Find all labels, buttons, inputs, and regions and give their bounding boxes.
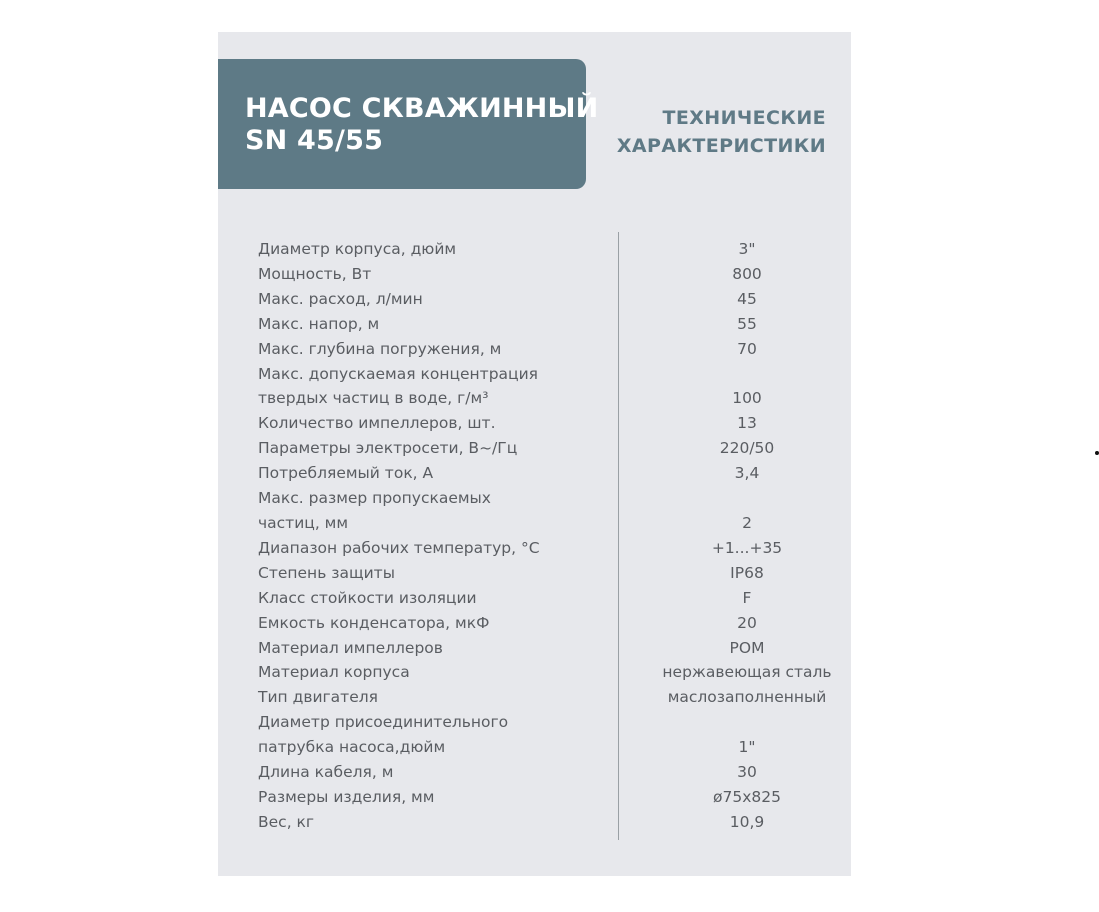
spec-label	[218, 287, 608, 312]
spec-row	[218, 486, 851, 536]
spec-label	[218, 611, 608, 636]
spec-value: 13	[737, 414, 757, 433]
spec-label-line: Параметры электросети, В~/Гц	[258, 439, 518, 458]
spec-row	[218, 262, 851, 287]
spec-row	[218, 411, 851, 436]
spec-label	[218, 436, 608, 461]
spec-label-line: патрубка насоса,дюйм	[258, 738, 446, 757]
spec-value: 220/50	[719, 439, 775, 458]
spec-label-line: Размеры изделия, мм	[258, 787, 435, 806]
spec-row	[218, 561, 851, 586]
spec-label	[218, 337, 608, 362]
spec-heading	[616, 104, 826, 160]
spec-row	[218, 685, 851, 710]
spec-label-line: Класс стойкости изоляции	[258, 588, 477, 607]
spec-label-line: Длина кабеля, м	[258, 763, 394, 782]
spec-label-line: Количество импеллеров, шт.	[258, 414, 496, 433]
spec-row	[218, 636, 851, 661]
spec-row	[218, 337, 851, 362]
spec-label-line: Материал импеллеров	[258, 638, 443, 657]
spec-heading-line-2: ХАРАКТЕРИСТИКИ	[616, 135, 826, 157]
spec-value: 30	[737, 763, 757, 782]
spec-value: 20	[737, 613, 757, 632]
spec-label-line: Мощность, Вт	[258, 264, 372, 283]
spec-value: +1...+35	[711, 538, 783, 557]
spec-label-line: твердых частиц в воде, г/м³	[258, 389, 489, 408]
spec-value: 10,9	[729, 812, 765, 831]
spec-label	[218, 461, 608, 486]
spec-label	[218, 536, 608, 561]
spec-label-line: Диапазон рабочих температур, °C	[258, 538, 540, 557]
spec-label	[218, 785, 608, 810]
spec-label-line: Степень защиты	[258, 563, 395, 582]
spec-value: 3"	[738, 240, 756, 258]
spec-label	[218, 636, 608, 661]
spec-value: IP68	[730, 563, 764, 582]
spec-row	[218, 810, 851, 835]
spec-row	[218, 287, 851, 312]
spec-label	[218, 237, 608, 262]
spec-label-line: Потребляемый ток, А	[258, 464, 434, 483]
spec-label-line: Материал корпуса	[258, 663, 410, 682]
spec-label-line: Макс. глубина погружения, м	[258, 339, 502, 358]
spec-value: 1"	[738, 738, 756, 757]
spec-value: 45	[737, 289, 757, 308]
spec-row	[218, 760, 851, 785]
spec-value: 2	[742, 513, 752, 532]
product-title-line-1: НАСОС СКВАЖИННЫЙ	[245, 93, 599, 124]
spec-label	[218, 262, 608, 287]
spec-label-line: Диаметр корпуса, дюйм	[258, 240, 457, 258]
spec-label	[218, 312, 608, 337]
spec-label	[218, 486, 608, 536]
spec-label-line: Макс. напор, м	[258, 314, 380, 333]
spec-row	[218, 586, 851, 611]
product-title-line-2: SN 45/55	[245, 125, 384, 156]
spec-row	[218, 710, 851, 760]
spec-label	[218, 760, 608, 785]
spec-value: 70	[737, 339, 757, 358]
spec-label	[218, 660, 608, 685]
spec-label-line: частиц, мм	[258, 513, 349, 532]
spec-label	[218, 362, 608, 412]
spec-value: 800	[732, 264, 762, 283]
spec-row	[218, 660, 851, 685]
spec-label-line: Диаметр присоединительного	[258, 713, 509, 732]
product-title-block	[218, 59, 599, 189]
spec-row	[218, 436, 851, 461]
spec-label-line: Макс. размер пропускаемых	[258, 489, 491, 508]
spec-row	[218, 461, 851, 486]
spec-value: POM	[729, 638, 765, 657]
spec-row	[218, 362, 851, 412]
spec-label-line: Емкость конденсатора, мкФ	[258, 613, 490, 632]
spec-label	[218, 586, 608, 611]
spec-label-line: Макс. расход, л/мин	[258, 289, 423, 308]
spec-row	[218, 312, 851, 337]
spec-label	[218, 685, 608, 710]
spec-value: нержавеющая сталь	[662, 663, 832, 682]
spec-sheet-card	[218, 32, 851, 876]
spec-row	[218, 785, 851, 810]
spec-value: F	[742, 588, 752, 607]
spec-label-line: Тип двигателя	[258, 688, 378, 707]
spec-label	[218, 810, 608, 835]
spec-row	[218, 611, 851, 636]
spec-value: 100	[732, 389, 762, 408]
spec-label-line: Вес, кг	[258, 812, 315, 831]
spec-label	[218, 411, 608, 436]
spec-row	[218, 536, 851, 561]
edge-dot	[1095, 451, 1099, 455]
spec-label	[218, 710, 608, 760]
spec-value: маслозаполненный	[667, 688, 827, 707]
spec-value: 3,4	[734, 464, 760, 483]
spec-heading-line-1: ТЕХНИЧЕСКИЕ	[662, 107, 826, 129]
spec-row	[218, 237, 851, 262]
spec-label-line: Макс. допускаемая концентрация	[258, 364, 538, 383]
spec-label	[218, 561, 608, 586]
spec-value: ø75х825	[713, 787, 781, 806]
spec-table	[218, 237, 851, 835]
spec-value: 55	[737, 314, 757, 333]
